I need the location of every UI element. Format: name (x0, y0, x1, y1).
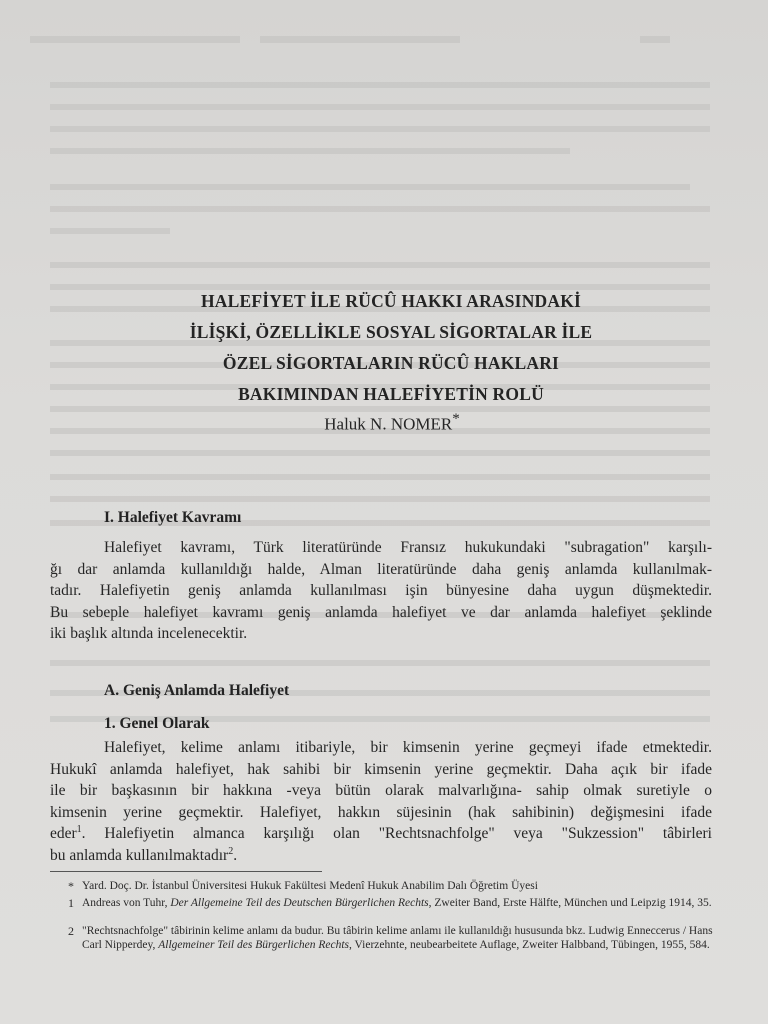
title-line: ÖZEL SİGORTALARIN RÜCÛ HAKLARI (222, 353, 560, 373)
footnote-2 (50, 924, 714, 952)
footnote-text-part: , Vierzehnte, neubearbeitete Auflage, Zweiter Halbband, Tübingen, 1955, 584. (349, 939, 710, 951)
paragraph-line (50, 823, 712, 845)
author-line (8, 411, 768, 435)
paragraph-line: kimsenin yerine geçmektir. Halefiyet, hakkın süjesinin (hak sahibinin) değişmesini ifade (50, 803, 712, 821)
title-line: BAKIMINDAN HALEFİYETİN ROLÜ (238, 384, 544, 404)
paragraph-genel-olarak (50, 737, 712, 866)
article-title (0, 286, 768, 410)
paragraph-line: ile bir başkasının bir hakkına -veya bütün olarak malvarlığına- sahip olmak suretiyle o (50, 782, 712, 799)
footnote-text-part: "Rechtsnachfolge" tâbirinin kelime anlamı da budur. Bu tâbirin kelime anlamı ile kullanıldığı hususunda bkz. Ludwig Enneccerus / Hans Carl Nipperdey, (82, 925, 713, 951)
footnote-ref-2[interactable]: 2 (228, 845, 234, 857)
line-text: . (233, 846, 238, 864)
paragraph-halefiyet-kavrami (50, 537, 712, 645)
footnote-separator (50, 871, 322, 872)
title-line: HALEFİYET İLE RÜCÛ HAKKI ARASINDAKİ (200, 291, 582, 311)
footnote-ref-1[interactable]: 1 (76, 823, 82, 835)
line-text: . Halefiyetin almanca karşılığı olan "Rechtsnachfolge" veya "Sukzession" tâbirleri (81, 825, 712, 842)
section-heading-genis-anlamda: A. Geniş Anlamda Halefiyet (104, 682, 290, 699)
subsection-heading-genel-olarak: 1. Genel Olarak (104, 715, 210, 732)
line-text: eder (50, 825, 77, 842)
line-text: bu anlamda kullanılmaktadır (50, 846, 229, 864)
footnote-mark: 1 (68, 896, 74, 910)
author-footnote-mark: * (452, 411, 460, 427)
paragraph-line: Halefiyet, kelime anlamı itibariyle, bir kimsenin yerine geçmeyi ifade etmektedir. (104, 739, 712, 756)
author-name: Haluk N. NOMER (324, 414, 453, 434)
section-heading-halefiyet-kavrami: I. Halefiyet Kavramı (104, 509, 242, 526)
footnote-1 (50, 896, 714, 910)
title-line: İLİŞKİ, ÖZELLİKLE SOSYAL SİGORTALAR İLE (189, 322, 593, 342)
footnote-text (82, 896, 714, 910)
footnote-mark: 2 (68, 924, 74, 938)
paragraph-line: Halefiyet kavramı, Türk literatüründe Fransız hukukundaki "subragation" karşılı- (104, 539, 712, 556)
paragraph-line (50, 845, 712, 867)
paragraph-line: ğı dar anlamda kullanıldığı halde, Alman literatüründe daha geniş anlamda kullanılmak- (50, 560, 712, 578)
footnote-mark: * (68, 879, 74, 893)
footnote-book-title: Der Allgemeine Teil des Deutschen Bürgerlichen Rechts (170, 897, 429, 909)
footnote-book-title: Allgemeiner Teil des Bürgerlichen Rechts (158, 939, 349, 951)
footnote-text-part: Andreas von Tuhr, (82, 897, 171, 909)
footnote-text-part: , Zweiter Band, Erste Hälfte, München und Leipzig 1914, 35. (428, 897, 712, 909)
paragraph-line: Hukukî anlamda halefiyet, hak sahibi bir kimsenin yerine geçmektir. Daha açık bir ifade (50, 760, 712, 778)
paragraph-line: Bu sebeple halefiyet kavramı geniş anlamda halefiyet ve dar anlamda halefiyet şeklinde (50, 603, 712, 621)
footnote-text (82, 924, 714, 952)
footnote-text: Yard. Doç. Dr. İstanbul Üniversitesi Hukuk Fakültesi Medenî Hukuk Anabilim Dalı Öğretim Üyesi (82, 880, 538, 892)
footnote-author (50, 879, 714, 893)
paragraph-line: tadır. Halefiyetin geniş anlamda kullanılması işin bünyesine daha uygun düşmektedir. (50, 582, 712, 599)
paragraph-line: iki başlık altında incelenecektir. (50, 625, 248, 642)
